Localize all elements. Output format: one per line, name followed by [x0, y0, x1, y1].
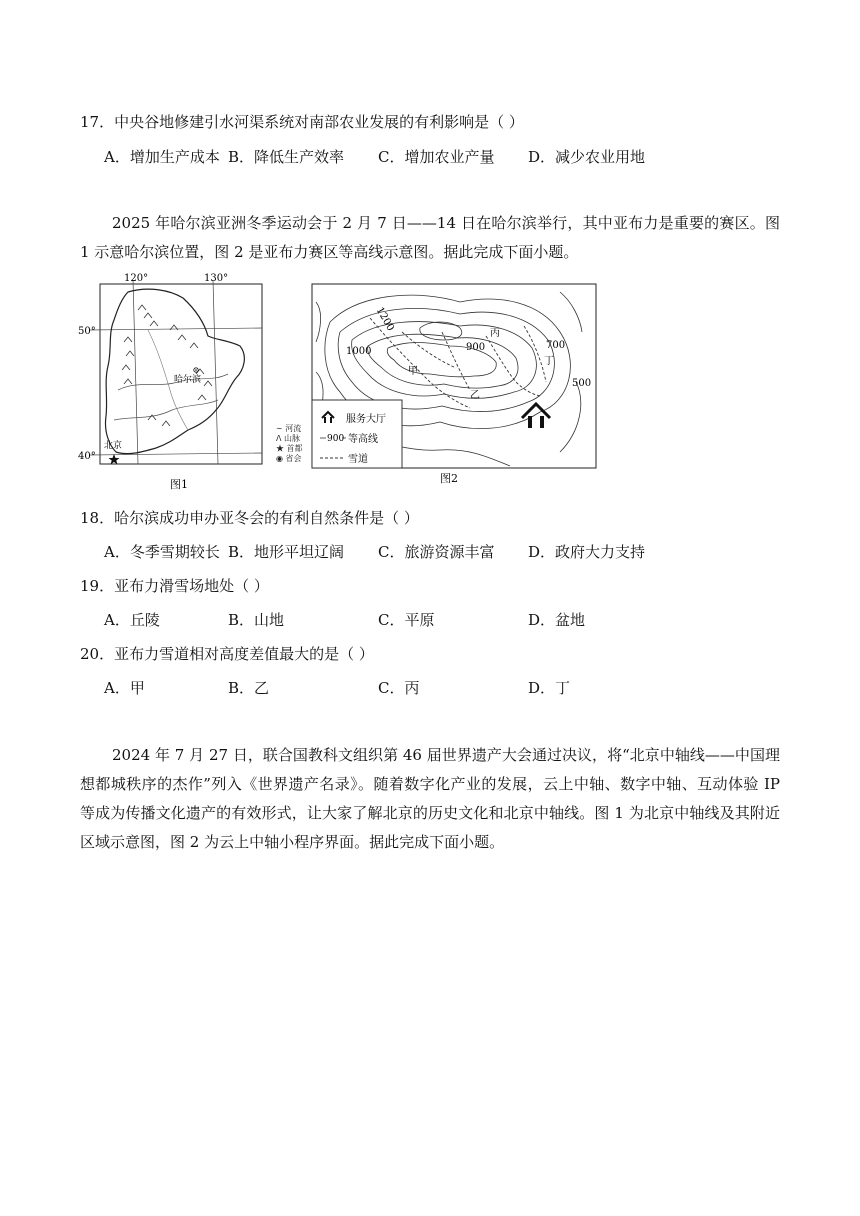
- map-label-harbin: 哈尔滨: [174, 375, 202, 385]
- contour-label-900: 900: [466, 342, 486, 353]
- point-label-yi: 乙: [470, 390, 480, 401]
- map-label-beijing: 北京: [104, 441, 123, 451]
- figure-1-legend: [276, 424, 312, 464]
- lon-label-130: 130°: [204, 273, 229, 284]
- legend-ski-trail: 雪道: [348, 454, 368, 465]
- legend-capital: ★ 首都: [276, 444, 303, 453]
- lon-label-120: 120°: [124, 273, 149, 284]
- star-icon: ★: [276, 444, 287, 453]
- river-icon: ∼: [276, 424, 286, 433]
- q17-option-c[interactable]: C．增加农业产量: [378, 148, 495, 166]
- figure-1-harbin-location-map: [78, 270, 278, 492]
- q17-option-b[interactable]: B．降低生产效率: [228, 148, 345, 166]
- contour-label-700: 700: [546, 340, 566, 351]
- q17-option-d[interactable]: D．减少农业用地: [528, 148, 646, 166]
- q19-option-a[interactable]: A．丘陵: [104, 611, 160, 629]
- legend-river: ∼ 河流: [276, 424, 302, 433]
- passage-beijing-central-axis: 2024 年 7 月 27 日，联合国教科文组织第 46 届世界遗产大会通过决议，将“北京中轴线——中国理想都城秩序的杰作”列入《世界遗产名录》。随着数字化产业的发展，云上中轴、数字中轴、互动体验 IP 等成为传播文化遗产的有效形式，让大家了解北京的历史文化和北京中轴线。图 1 为北京中轴线及其附近区域示意图，图 2 为云上中轴小程序界面。据此完成下面小题。: [80, 746, 780, 851]
- legend-contour: 等高线: [348, 434, 378, 445]
- q20-option-a[interactable]: A．甲: [104, 679, 145, 697]
- legend-service-hall: 服务大厅: [346, 414, 386, 425]
- q19-option-c[interactable]: C．平原: [378, 611, 435, 629]
- mountain-icon: ᐱ: [276, 434, 285, 443]
- question-18-stem: 18．哈尔滨成功申办亚冬会的有利自然条件是（ ）: [80, 509, 419, 527]
- question-20-stem: 20．亚布力雪道相对高度差值最大的是（ ）: [80, 645, 374, 663]
- contour-label-1200: 1200: [373, 305, 396, 334]
- q17-option-a[interactable]: A．增加生产成本: [104, 148, 220, 166]
- q18-option-c[interactable]: C．旅游资源丰富: [378, 543, 495, 561]
- question-17-stem: 17．中央谷地修建引水河渠系统对南部农业发展的有利影响是（ ）: [80, 113, 524, 131]
- q18-option-b[interactable]: B．地形平坦辽阔: [228, 543, 345, 561]
- figure-2-caption: 图2: [440, 472, 458, 485]
- q18-option-a[interactable]: A．冬季雪期较长: [104, 543, 220, 561]
- passage-harbin-games: 2025 年哈尔滨亚洲冬季运动会于 2 月 7 日——14 日在哈尔滨举行，其中亚布力是重要的赛区。图 1 示意哈尔滨位置，图 2 是亚布力赛区等高线示意图。据此完成下面小题。: [80, 214, 780, 261]
- figure-1-caption: 图1: [170, 478, 188, 491]
- legend-mountain: ᐱ 山脉: [276, 434, 301, 443]
- contour-label-1000: 1000: [346, 346, 372, 357]
- point-label-bing: 丙: [490, 328, 500, 339]
- lat-label-50: 50°: [78, 326, 96, 337]
- point-label-jia: 甲: [408, 366, 418, 377]
- q19-option-b[interactable]: B．山地: [228, 611, 285, 629]
- q20-option-c[interactable]: C．丙: [378, 679, 420, 697]
- lat-label-40: 40°: [78, 451, 96, 462]
- legend-contour-sample: 900: [327, 434, 345, 444]
- q20-option-d[interactable]: D．丁: [528, 679, 571, 697]
- circle-dot-icon: ◉: [276, 454, 286, 463]
- figure-2-yabuli-contour-map: [310, 282, 600, 488]
- q19-option-d[interactable]: D．盆地: [528, 611, 586, 629]
- contour-label-500: 500: [572, 378, 592, 389]
- q18-option-d[interactable]: D．政府大力支持: [528, 543, 646, 561]
- q20-option-b[interactable]: B．乙: [228, 679, 270, 697]
- question-19-stem: 19．亚布力滑雪场地处（ ）: [80, 577, 269, 595]
- point-label-ding: 丁: [544, 356, 554, 367]
- legend-provincial-capital: ◉ 省会: [276, 454, 302, 463]
